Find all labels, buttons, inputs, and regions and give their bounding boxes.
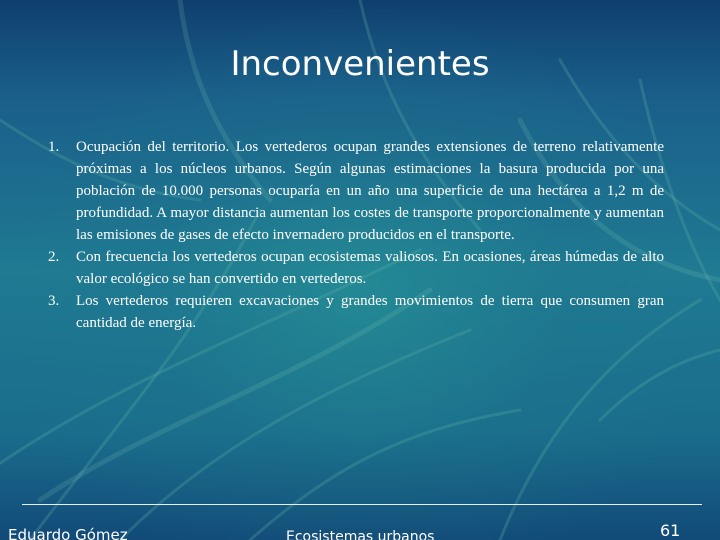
list-item-text: Con frecuencia los vertederos ocupan ecosistemas valiosos. En ocasiones, áreas húmedas de alto valor ecológico se han convertido en vertederos. [76,249,664,287]
list-item [44,246,664,290]
list-item [44,290,664,334]
footer-divider [22,504,702,505]
page-number: 61 [660,521,681,540]
list-item-number: 3. [48,293,60,309]
footer-topic: Ecosistemas urbanos [286,529,435,540]
footer-author: Eduardo Gómez [8,526,128,540]
inconvenientes-list [44,136,664,334]
slide-title: Inconvenientes [230,44,490,84]
list-item-text: Ocupación del territorio. Los vertederos ocupan grandes extensiones de terreno relativamente próximas a los núcleos urbanos. Según algunas estimaciones la basura producida por una población de 10.000 personas ocuparía en un año una superficie de una hectárea a 1,2 m de profundidad. A mayor distancia aumentan los costes de transporte proporcionalmente y aumentan las emisiones de gases de efecto invernadero producidos en el transporte. [76,139,664,243]
list-item-text: Los vertederos requieren excavaciones y grandes movimientos de tierra que consumen gran cantidad de energía. [76,293,664,331]
list-item-number: 1. [48,139,60,155]
list-item [44,136,664,246]
list-item-number: 2. [48,249,60,265]
